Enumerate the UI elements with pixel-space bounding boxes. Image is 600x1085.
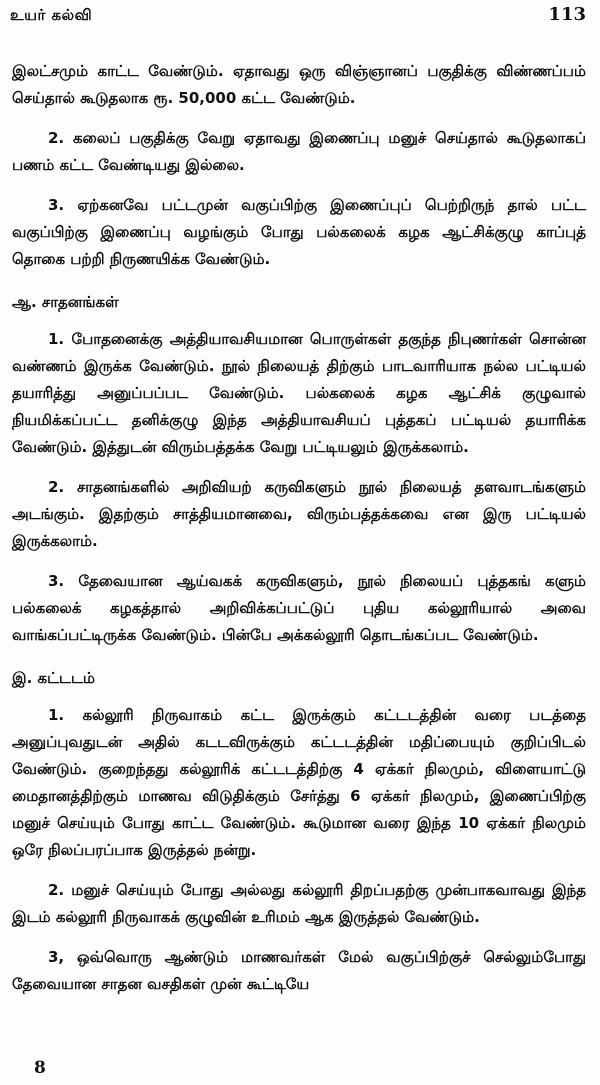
section-heading-equipment: ஆ. சாதனங்கள்: [12, 293, 119, 311]
signature-mark: 8: [34, 1058, 46, 1078]
building-paragraph-1: 1. கல்லூரி நிருவாகம் கட்ட இருக்கும் கட்டடத்தின் வரை படத்தை அனுப்புவதுடன் அதில் கடடவிருக்கும் கட்டடத்தின் மதிப்பையும் குறிப்பிடல் வேண்டும். குறைந்தது கல்லூரிக் கட்டடத்திற்கு 4 ஏக்கர் நிலமும், விளையாட்டு மைதானத்திற்கும் மாணவ விடுதிக்கும் சேர்த்து 6 ஏக்கர் நிலமும், இணைப்பிற்கு மனுச் செய்யும் போது காட்ட வேண்டும். கூடுமான வரை இந்த 10 ஏக்கர் நிலமும் ஒரே நிலப்பரப்பாக இருத்தல் நன்று.: [12, 706, 586, 859]
page-body: [12, 58, 586, 1011]
section-heading-building: இ. கட்டடம்: [12, 669, 95, 687]
paragraph-item-3: 3. ஏற்கனவே பட்டமுன் வகுப்பிற்கு இணைப்புப் பெற்றிருந் தால் பட்ட வகுப்பிற்கு இணைப்பு வழங்கும் போது பல்கலைக் கழக ஆட்சிக்குழு காப்புத் தொகை பற்றி நிருணயிக்க வேண்டும்.: [12, 196, 586, 268]
paragraph-item-2: 2. கலைப் பகுதிக்கு வேறு ஏதாவது இணைப்பு மனுச் செய்தால் கூடுதலாகப் பணம் கட்ட வேண்டியது இல்லை.: [12, 129, 586, 174]
building-paragraph-2: 2. மனுச் செய்யும் போது அல்லது கல்லூரி திறப்பதற்கு முன்பாகவாவது இந்த இடம் கல்லூரி நிருவாகக் குழுவின் உரிமம் ஆக இருத்தல் வேண்டும்.: [12, 881, 586, 926]
page-number: 113: [548, 4, 586, 25]
running-header-title: உயர் கல்வி: [10, 6, 93, 24]
paragraph-continuation: இலட்சமும் காட்ட வேண்டும். ஏதாவது ஒரு விஞ்ஞானப் பகுதிக்கு விண்ணப்பம் செய்தால் கூடுதலாக ரூ. 50,000 கட்ட வேண்டும்.: [12, 62, 586, 107]
equipment-paragraph-3: 3. தேவையான ஆய்வகக் கருவிகளும், நூல் நிலையப் புத்தகங் களும் பல்கலைக் கழகத்தால் அறிவிக்கப்பட்டுப் புதிய கல்லூரியால் அவை வாங்கப்பட்டிருக்க வேண்டும். பின்பே அக்கல்லூரி தொடங்கப்பட வேண்டும்.: [12, 572, 586, 644]
building-paragraph-3: 3, ஒவ்வொரு ஆண்டும் மாணவர்கள் மேல் வகுப்பிற்குச் செல்லும்போது தேவையான சாதன வசதிகள் முன் கூட்டியே: [12, 948, 586, 993]
equipment-paragraph-2: 2. சாதனங்களில் அறிவியற் கருவிகளும் நூல் நிலையத் தளவாடங்களும் அடங்கும். இதற்கும் சாத்தியமானவை, விரும்பத்தக்கவை என இரு பட்டியல் இருக்கலாம்.: [12, 478, 586, 550]
equipment-paragraph-1: 1. போதனைக்கு அத்தியாவசியமான பொருள்கள் தகுந்த நிபுணர்கள் சொன்ன வண்ணம் இருக்க வேண்டும். நூல் நிலையத் திற்கும் பாடவாரியாக நல்ல பட்டியல் தயாரித்து அனுப்பப்பட வேண்டும். பல்கலைக் கழக ஆட்சிக் குழுவால் நியமிக்கப்பட்ட தனிக்குழு இந்த அத்தியாவசியப் புத்தகப் பட்டியல் தயாரிக்க வேண்டும். இத்துடன் விரும்பத்தக்க வேறு பட்டியலும் இருக்கலாம்.: [12, 330, 586, 456]
